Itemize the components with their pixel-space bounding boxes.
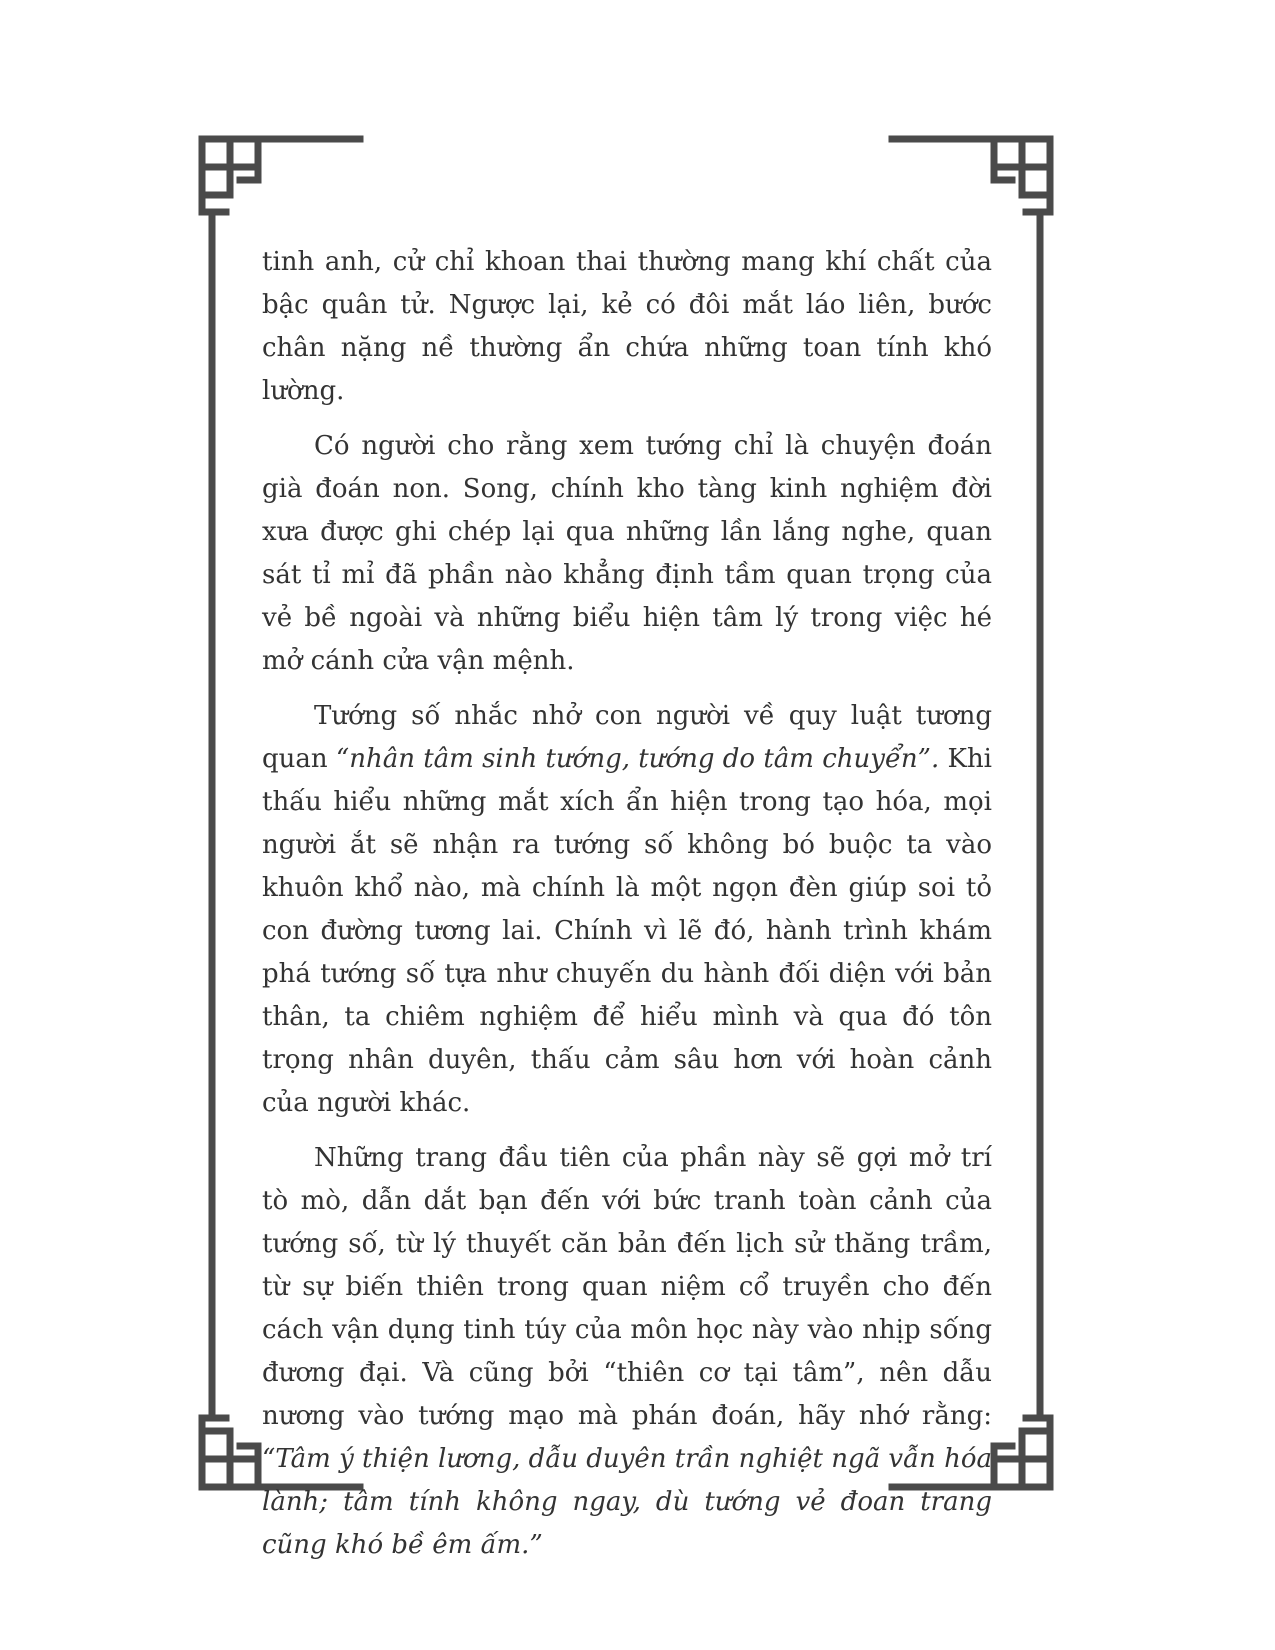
paragraph-3-lead: Tướng số nhắc nhở con người về quy luật tương quan — [262, 701, 992, 774]
paragraph-3-quote: “nhân tâm sinh tướng, tướng do tâm chuyển”. — [335, 744, 940, 774]
corner-ornament-top-right — [892, 139, 1050, 212]
paragraph-4-quote: “Tâm ý thiện lương, dẫu duyên trần nghiệt ngã vẫn hóa lành; tâm tính không ngay, dù tướng vẻ đoan trang cũng khó bề êm ấm.” — [262, 1444, 992, 1560]
body-text — [262, 241, 992, 1579]
paragraph-3-rest: Khi thấu hiểu những mắt xích ẩn hiện trong tạo hóa, mọi người ắt sẽ nhận ra tướng số không bó buộc ta vào khuôn khổ nào, mà chính là một ngọn đèn giúp soi tỏ con đường tương lai. Chính vì lẽ đó, hành trình khám phá tướng số tựa như chuyến du hành đối diện với bản thân, ta chiêm nghiệm để hiểu mình và qua đó tôn trọng nhân duyên, thấu cảm sâu hơn với hoàn cảnh của người khác. — [262, 744, 993, 1118]
paragraph-4 — [262, 1137, 992, 1567]
paragraph-1: tinh anh, cử chỉ khoan thai thường mang khí chất của bậc quân tử. Ngược lại, kẻ có đôi mắt láo liên, bước chân nặng nề thường ẩn chứa những toan tính khó lường. — [262, 247, 992, 406]
paragraph-2: Có người cho rằng xem tướng chỉ là chuyện đoán già đoán non. Song, chính kho tàng kinh nghiệm đời xưa được ghi chép lại qua những lần lắng nghe, quan sát tỉ mỉ đã phần nào khẳng định tầm quan trọng của vẻ bề ngoài và những biểu hiện tâm lý trong việc hé mở cánh cửa vận mệnh. — [262, 431, 992, 676]
paragraph-4-lead: Những trang đầu tiên của phần này sẽ gợi mở trí tò mò, dẫn dắt bạn đến với bức tranh toàn cảnh của tướng số, từ lý thuyết căn bản đến lịch sử thăng trầm, từ sự biến thiên trong quan niệm cổ truyền cho đến cách vận dụng tinh túy của môn học này vào nhịp sống đương đại. Và cũng bởi “thiên cơ tại tâm”, nên dẫu nương vào tướng mạo mà phán đoán, hãy nhớ rằng: — [262, 1143, 992, 1431]
paragraph-3 — [262, 695, 992, 1125]
corner-ornament-top-left — [202, 139, 360, 212]
